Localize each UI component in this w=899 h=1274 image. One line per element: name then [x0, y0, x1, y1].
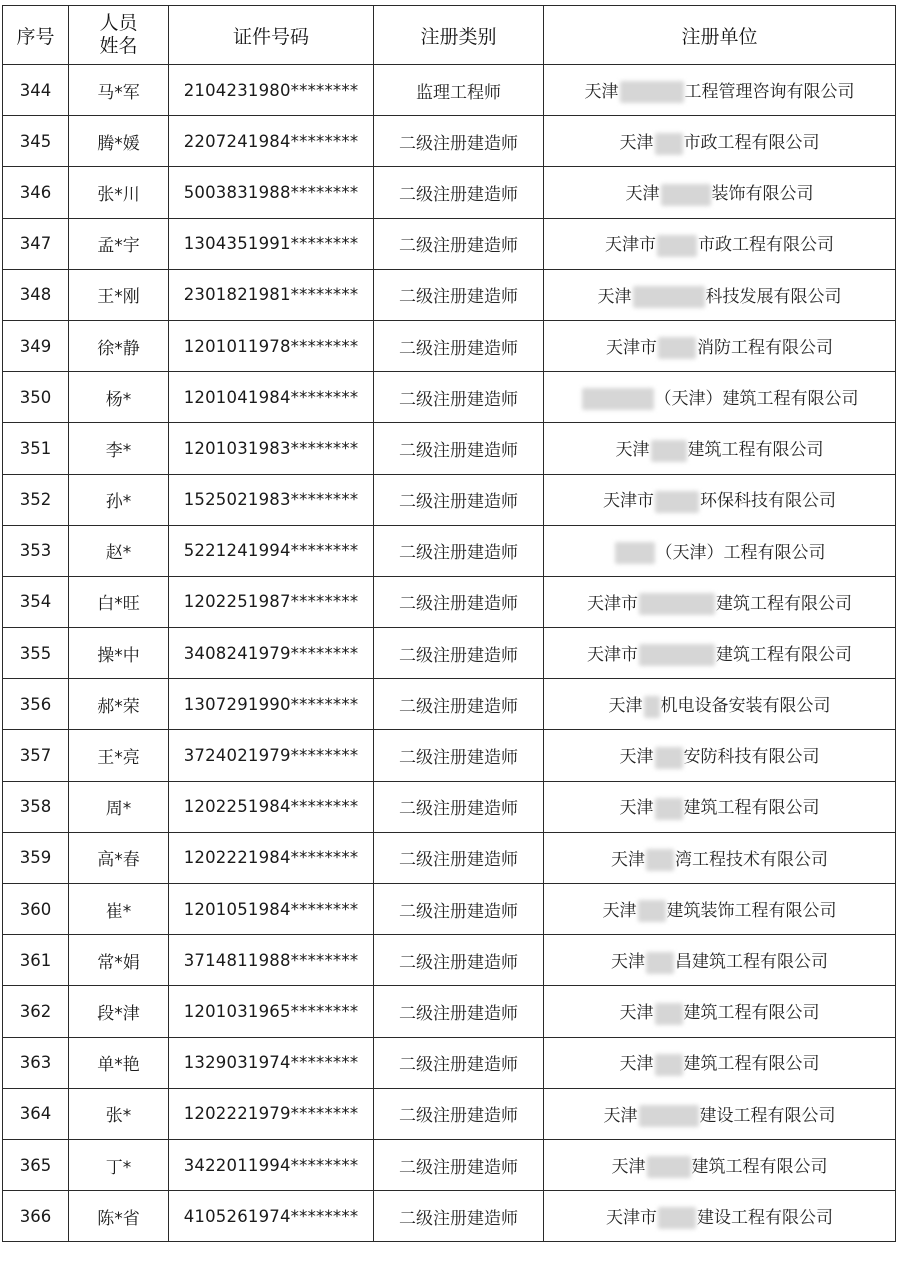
row-id-number: 3422011994********	[169, 1139, 374, 1190]
row-unit-prefix: 天津市	[606, 337, 657, 358]
row-category: 二级注册建造师	[374, 628, 544, 679]
header-unit: 注册单位	[544, 6, 896, 65]
row-unit-suffix: 建筑工程有限公司	[687, 440, 824, 461]
row-unit-suffix: 建筑工程有限公司	[716, 644, 852, 665]
row-unit	[544, 986, 896, 1037]
row-index: 363	[3, 1037, 69, 1088]
row-category: 二级注册建造师	[374, 679, 544, 730]
row-unit	[544, 65, 896, 116]
row-name: 徐*静	[69, 320, 169, 371]
row-unit-prefix: 天津	[608, 696, 643, 717]
row-category: 二级注册建造师	[374, 1139, 544, 1190]
row-unit	[544, 1139, 896, 1190]
row-index: 351	[3, 423, 69, 474]
row-category: 二级注册建造师	[374, 269, 544, 320]
row-index: 365	[3, 1139, 69, 1190]
row-unit-suffix: 建设工程有限公司	[699, 1105, 836, 1126]
row-category: 二级注册建造师	[374, 218, 544, 269]
row-id-number: 1329031974********	[169, 1037, 374, 1088]
redaction-blur	[639, 644, 715, 666]
row-unit-prefix: 天津	[619, 133, 654, 154]
row-index: 356	[3, 679, 69, 730]
header-name-line1: 人员	[99, 12, 138, 34]
row-category: 二级注册建造师	[374, 730, 544, 781]
row-unit-prefix: 天津	[584, 81, 619, 102]
row-unit-prefix: 天津市	[606, 1207, 657, 1228]
row-index: 353	[3, 525, 69, 576]
row-unit	[544, 1191, 896, 1242]
row-category: 二级注册建造师	[374, 1037, 544, 1088]
row-id-number: 5221241994********	[169, 525, 374, 576]
redaction-blur	[657, 235, 697, 257]
row-unit-suffix: 昌建筑工程有限公司	[675, 952, 828, 973]
row-name: 李*	[69, 423, 169, 474]
row-unit	[544, 320, 896, 371]
row-category: 二级注册建造师	[374, 423, 544, 474]
row-unit	[544, 525, 896, 576]
table-row	[3, 423, 896, 474]
row-unit-prefix: 天津	[597, 286, 632, 307]
redaction-blur	[655, 1003, 683, 1025]
row-id-number: 4105261974********	[169, 1191, 374, 1242]
row-index: 361	[3, 935, 69, 986]
table-body	[3, 65, 896, 1242]
redaction-blur	[655, 1054, 683, 1076]
row-unit-suffix: 建筑装饰工程有限公司	[666, 900, 837, 921]
row-unit-prefix: 天津	[619, 1054, 654, 1075]
row-unit	[544, 576, 896, 627]
registration-table	[2, 5, 896, 1242]
row-id-number: 2301821981********	[169, 269, 374, 320]
row-unit-suffix: 建筑工程有限公司	[683, 1054, 820, 1075]
redaction-blur	[658, 1207, 696, 1229]
row-id-number: 5003831988********	[169, 167, 374, 218]
redaction-blur	[651, 440, 687, 462]
row-unit-prefix: 天津	[619, 798, 654, 819]
row-name: 陈*省	[69, 1191, 169, 1242]
row-unit-prefix: 天津市	[603, 491, 654, 512]
row-index: 360	[3, 884, 69, 935]
row-id-number: 2104231980********	[169, 65, 374, 116]
row-index: 350	[3, 372, 69, 423]
row-unit-suffix: 建筑工程有限公司	[683, 1003, 820, 1024]
row-name: 赵*	[69, 525, 169, 576]
table-row	[3, 576, 896, 627]
row-unit-suffix: 装饰有限公司	[711, 184, 814, 205]
row-unit-prefix: 天津	[611, 1156, 646, 1177]
row-unit	[544, 628, 896, 679]
row-unit	[544, 372, 896, 423]
redaction-blur	[582, 388, 654, 410]
row-category: 二级注册建造师	[374, 884, 544, 935]
row-unit-suffix: 建筑工程有限公司	[691, 1156, 828, 1177]
row-id-number: 2207241984********	[169, 116, 374, 167]
row-unit-suffix: 科技发展有限公司	[705, 286, 842, 307]
table-row	[3, 884, 896, 935]
row-category: 二级注册建造师	[374, 576, 544, 627]
row-unit-prefix: 天津	[625, 184, 660, 205]
row-index: 358	[3, 781, 69, 832]
row-name: 操*中	[69, 628, 169, 679]
table-row	[3, 269, 896, 320]
row-index: 354	[3, 576, 69, 627]
table-row	[3, 1191, 896, 1242]
row-category: 二级注册建造师	[374, 116, 544, 167]
row-index: 346	[3, 167, 69, 218]
header-row	[3, 6, 896, 65]
row-index: 359	[3, 832, 69, 883]
row-name: 王*亮	[69, 730, 169, 781]
row-unit	[544, 781, 896, 832]
row-id-number: 1525021983********	[169, 474, 374, 525]
row-unit-suffix: 环保科技有限公司	[700, 491, 836, 512]
row-unit	[544, 935, 896, 986]
row-id-number: 1201051984********	[169, 884, 374, 935]
row-index: 347	[3, 218, 69, 269]
row-category: 二级注册建造师	[374, 320, 544, 371]
row-index: 366	[3, 1191, 69, 1242]
redaction-blur	[655, 133, 683, 155]
row-unit-suffix: （天津）建筑工程有限公司	[654, 388, 859, 409]
table-row	[3, 167, 896, 218]
row-unit	[544, 1088, 896, 1139]
table-row	[3, 628, 896, 679]
row-id-number: 1201041984********	[169, 372, 374, 423]
row-name: 张*川	[69, 167, 169, 218]
table-row	[3, 474, 896, 525]
row-category: 二级注册建造师	[374, 167, 544, 218]
redaction-blur	[638, 900, 666, 922]
row-category: 二级注册建造师	[374, 372, 544, 423]
table-row	[3, 525, 896, 576]
row-unit	[544, 116, 896, 167]
row-unit-prefix: 天津	[615, 440, 650, 461]
redaction-blur	[646, 952, 674, 974]
redaction-blur	[655, 491, 699, 513]
redaction-blur	[639, 593, 715, 615]
row-name: 腾*媛	[69, 116, 169, 167]
row-unit	[544, 884, 896, 935]
header-name-line2: 姓名	[99, 35, 138, 57]
row-category: 二级注册建造师	[374, 935, 544, 986]
table-row	[3, 1139, 896, 1190]
row-id-number: 1202251984********	[169, 781, 374, 832]
row-unit-prefix: 天津	[611, 952, 645, 973]
table-row	[3, 986, 896, 1037]
row-name: 周*	[69, 781, 169, 832]
table-row	[3, 218, 896, 269]
table-row	[3, 730, 896, 781]
row-id-number: 1201031983********	[169, 423, 374, 474]
row-id-number: 1202251987********	[169, 576, 374, 627]
row-unit-prefix: 天津	[611, 849, 645, 870]
row-id-number: 3724021979********	[169, 730, 374, 781]
row-unit-prefix: 天津市	[605, 235, 656, 256]
row-unit	[544, 167, 896, 218]
row-unit	[544, 730, 896, 781]
table-row	[3, 832, 896, 883]
table-header	[3, 6, 896, 65]
table-row	[3, 116, 896, 167]
row-id-number: 1201031965********	[169, 986, 374, 1037]
row-category: 二级注册建造师	[374, 832, 544, 883]
row-unit-suffix: 建筑工程有限公司	[716, 593, 852, 614]
row-name: 孟*宇	[69, 218, 169, 269]
row-category: 监理工程师	[374, 65, 544, 116]
redaction-blur	[655, 747, 683, 769]
row-id-number: 1201011978********	[169, 320, 374, 371]
table-row	[3, 679, 896, 730]
row-index: 355	[3, 628, 69, 679]
row-index: 362	[3, 986, 69, 1037]
table-row	[3, 1088, 896, 1139]
row-name: 高*春	[69, 832, 169, 883]
row-index: 345	[3, 116, 69, 167]
header-index: 序号	[3, 6, 69, 65]
row-index: 344	[3, 65, 69, 116]
row-name: 崔*	[69, 884, 169, 935]
redaction-blur	[647, 1156, 691, 1178]
row-id-number: 1202221984********	[169, 832, 374, 883]
row-unit	[544, 474, 896, 525]
row-index: 349	[3, 320, 69, 371]
redaction-blur	[615, 542, 655, 564]
row-unit	[544, 269, 896, 320]
row-name: 单*艳	[69, 1037, 169, 1088]
row-unit-suffix: 机电设备安装有限公司	[660, 696, 831, 717]
row-unit-prefix: 天津	[619, 1003, 654, 1024]
row-unit-suffix: 消防工程有限公司	[697, 337, 833, 358]
row-unit	[544, 423, 896, 474]
row-unit-prefix: 天津	[602, 900, 637, 921]
row-name: 常*娟	[69, 935, 169, 986]
row-name: 杨*	[69, 372, 169, 423]
row-unit-suffix: 安防科技有限公司	[683, 747, 820, 768]
row-unit-suffix: （天津）工程有限公司	[655, 542, 826, 563]
row-category: 二级注册建造师	[374, 1191, 544, 1242]
row-unit-prefix: 天津	[619, 747, 654, 768]
row-unit-prefix: 天津市	[587, 644, 638, 665]
header-category: 注册类别	[374, 6, 544, 65]
row-unit	[544, 218, 896, 269]
table-row	[3, 320, 896, 371]
redaction-blur	[620, 81, 684, 103]
row-unit-suffix: 湾工程技术有限公司	[675, 849, 828, 870]
row-unit-suffix: 市政工程有限公司	[698, 235, 834, 256]
row-id-number: 1202221979********	[169, 1088, 374, 1139]
table-row	[3, 781, 896, 832]
row-name: 王*刚	[69, 269, 169, 320]
row-index: 352	[3, 474, 69, 525]
row-name: 马*军	[69, 65, 169, 116]
row-name: 张*	[69, 1088, 169, 1139]
table-row	[3, 65, 896, 116]
row-category: 二级注册建造师	[374, 1088, 544, 1139]
row-id-number: 1304351991********	[169, 218, 374, 269]
table-row	[3, 1037, 896, 1088]
row-id-number: 3714811988********	[169, 935, 374, 986]
row-unit-suffix: 建设工程有限公司	[697, 1207, 833, 1228]
row-id-number: 3408241979********	[169, 628, 374, 679]
table-row	[3, 372, 896, 423]
row-name: 白*旺	[69, 576, 169, 627]
row-name: 孙*	[69, 474, 169, 525]
redaction-blur	[655, 798, 683, 820]
redaction-blur	[646, 849, 674, 871]
row-name: 段*津	[69, 986, 169, 1037]
redaction-blur	[644, 696, 660, 718]
row-name: 郝*荣	[69, 679, 169, 730]
redaction-blur	[661, 184, 711, 206]
row-index: 348	[3, 269, 69, 320]
redaction-blur	[639, 1105, 699, 1127]
row-unit	[544, 832, 896, 883]
row-category: 二级注册建造师	[374, 525, 544, 576]
registration-table-wrapper	[2, 5, 896, 1242]
row-unit-suffix: 市政工程有限公司	[683, 133, 820, 154]
header-id: 证件号码	[169, 6, 374, 65]
row-category: 二级注册建造师	[374, 781, 544, 832]
row-unit	[544, 679, 896, 730]
redaction-blur	[633, 286, 705, 308]
row-category: 二级注册建造师	[374, 474, 544, 525]
row-index: 357	[3, 730, 69, 781]
table-row	[3, 935, 896, 986]
row-unit	[544, 1037, 896, 1088]
row-category: 二级注册建造师	[374, 986, 544, 1037]
row-index: 364	[3, 1088, 69, 1139]
row-unit-prefix: 天津	[603, 1105, 638, 1126]
row-unit-prefix: 天津市	[587, 593, 638, 614]
row-unit-suffix: 建筑工程有限公司	[683, 798, 820, 819]
header-name	[69, 6, 169, 65]
redaction-blur	[658, 337, 696, 359]
row-id-number: 1307291990********	[169, 679, 374, 730]
row-name: 丁*	[69, 1139, 169, 1190]
row-unit-suffix: 工程管理咨询有限公司	[684, 81, 855, 102]
